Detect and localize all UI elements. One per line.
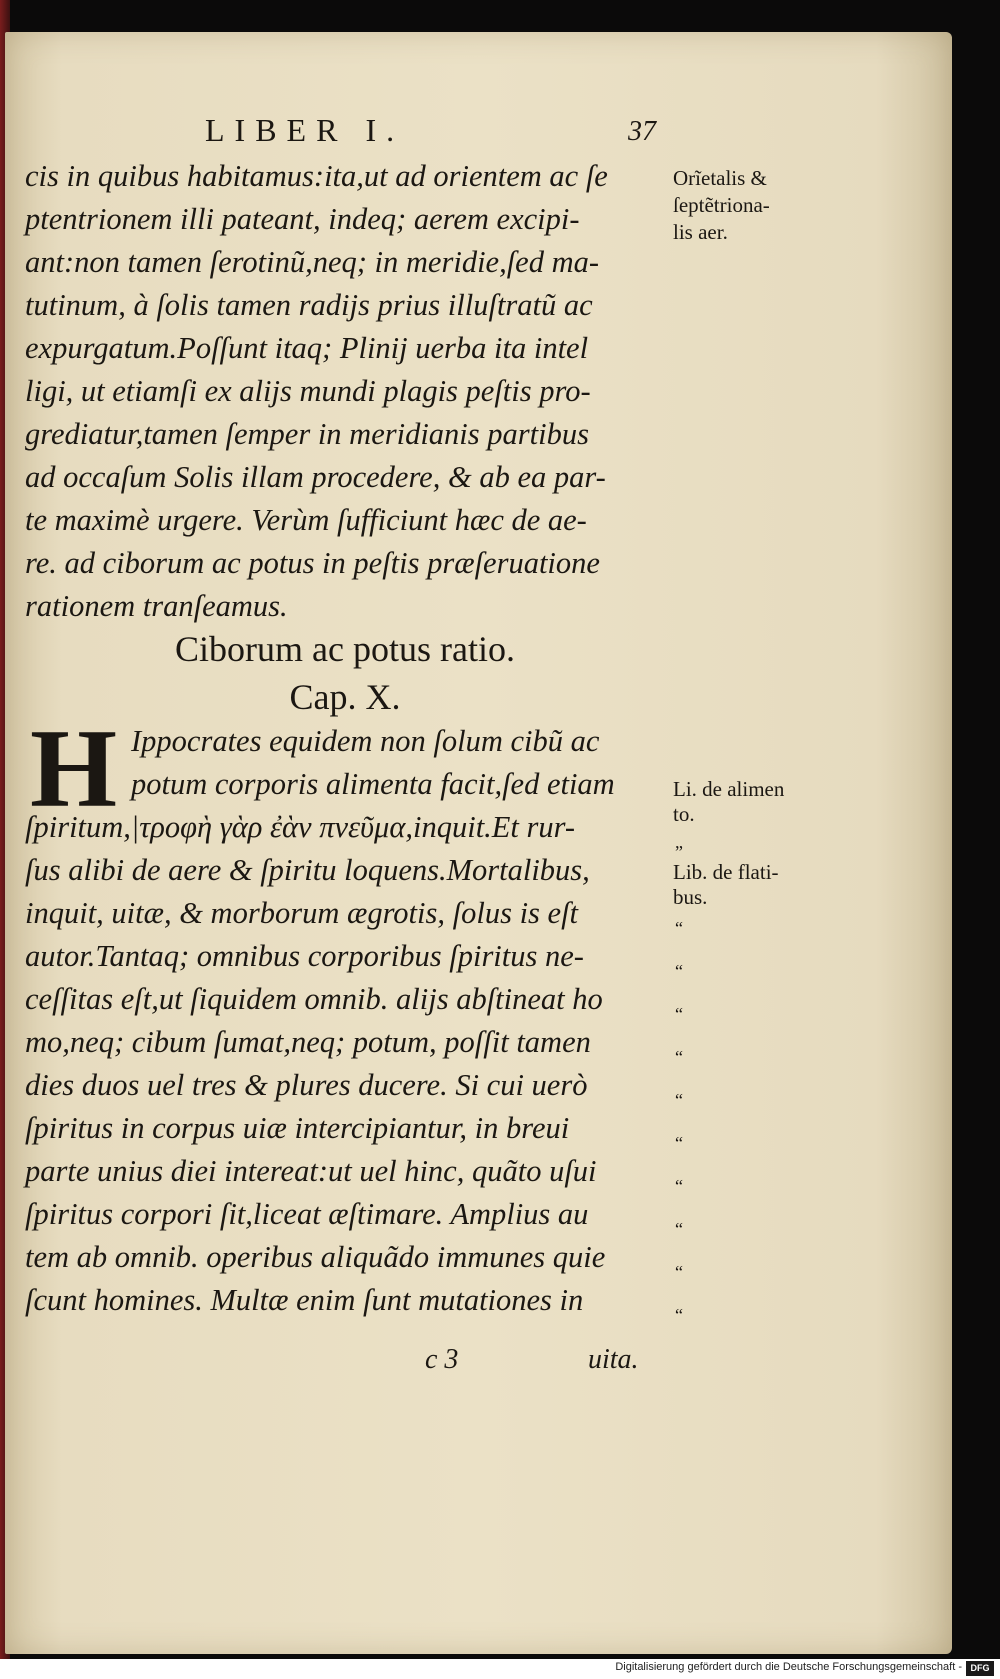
margin-note: to. [673, 802, 695, 826]
text-line: ſcunt homines. Multæ enim ſunt mutationes in [25, 1283, 584, 1317]
quotation-mark: „ [675, 832, 683, 852]
quotation-mark: “ [675, 961, 683, 981]
page-number: 37 [628, 116, 656, 147]
quotation-mark: “ [675, 1133, 683, 1153]
margin-note: Li. de alimen [673, 777, 785, 801]
text-line: autor.Tantaq; omnibus corporibus ſpiritus ne- [25, 939, 584, 973]
quotation-mark: “ [675, 1004, 683, 1024]
quotation-mark: “ [675, 1047, 683, 1067]
dfg-logo: DFG [966, 1661, 994, 1676]
text-line: te maximè urgere. Verùm ſufficiunt hæc de ae- [25, 503, 587, 537]
text-line: ad occaſum Solis illam procedere, & ab ea par- [25, 460, 606, 494]
text-line: mo,neq; cibum ſumat,neq; potum, poſſit tamen [25, 1025, 591, 1059]
drop-cap: H [30, 707, 118, 831]
margin-note: lis aer. [673, 220, 728, 244]
text-line: grediatur,tamen ſemper in meridianis partibus [25, 417, 589, 451]
text-line: expurgatum.Poſſunt itaq; Plinij uerba ita intel [25, 331, 589, 365]
quotation-mark: “ [675, 1176, 683, 1196]
chapter-text-block [25, 707, 665, 1322]
text-line: ſpiritus corpori ſit,liceat æſtimare. Amplius au [25, 1197, 589, 1231]
quotation-mark: “ [675, 1219, 683, 1239]
text-line: dies duos uel tres & plures ducere. Si cui uerò [25, 1068, 588, 1102]
text-line: parte unius diei intereat:ut uel hinc, quãto uſui [25, 1154, 597, 1188]
text-line: ptentrionem illi pateant, indeq; aerem excipi- [25, 202, 580, 236]
quotation-mark: “ [675, 1090, 683, 1110]
running-head: LIBER I. [205, 112, 405, 148]
quotation-mark: “ [675, 1305, 683, 1325]
signature-mark: c 3 [425, 1344, 459, 1375]
text-line: ceſſitas eſt,ut ſiquidem omnib. alijs abſtineat ho [25, 982, 603, 1016]
section-title: Ciborum ac potus ratio. [175, 629, 515, 669]
text-line: tutinum, à ſolis tamen radijs prius illuſtratũ ac [25, 288, 593, 322]
text-line: tem ab omnib. operibus aliquãdo immunes quie [25, 1240, 606, 1274]
text-line: Ippocrates equidem non ſolum cibũ ac [131, 724, 600, 758]
text-line: inquit, uitæ, & morborum ægrotis, ſolus is eſt [25, 896, 579, 930]
margin-note: Lib. de flati- [673, 860, 779, 884]
text-block [25, 155, 665, 628]
text-line: ſus alibi de aere & ſpiritu loquens.Mortalibus, [25, 853, 590, 887]
margin-note: Orĩetalis & [673, 166, 767, 190]
quotation-mark: “ [675, 918, 683, 938]
text-line: rationem tranſeamus. [25, 589, 288, 623]
text-line: ligi, ut etiamſi ex alijs mundi plagis peſtis pro- [25, 374, 591, 408]
text-line: ſpiritum,|τροφὴ γὰρ ἐὰν πνεῦμα,inquit.Et rur- [25, 810, 576, 844]
text-line: ſpiritus in corpus uiæ intercipiantur, in breui [25, 1111, 570, 1145]
chapter-heading: Cap. X. [289, 677, 401, 717]
quotation-mark: “ [675, 1262, 683, 1282]
text-line: potum corporis alimenta facit,ſed etiam [131, 767, 615, 801]
catchword: uita. [588, 1344, 639, 1375]
margin-note: ſeptẽtriona- [673, 193, 770, 217]
text-line: ant:non tamen ſerotinũ,neq; in meridie,ſed ma- [25, 245, 600, 279]
text-line: re. ad ciborum ac potus in peſtis præſeruatione [25, 546, 600, 580]
footer-credit: Digitalisierung gefördert durch die Deutsche Forschungsgemeinschaft - [615, 1661, 962, 1673]
text-line: cis in quibus habitamus:ita,ut ad orientem ac ſe [25, 159, 608, 193]
margin-note: bus. [673, 885, 708, 909]
